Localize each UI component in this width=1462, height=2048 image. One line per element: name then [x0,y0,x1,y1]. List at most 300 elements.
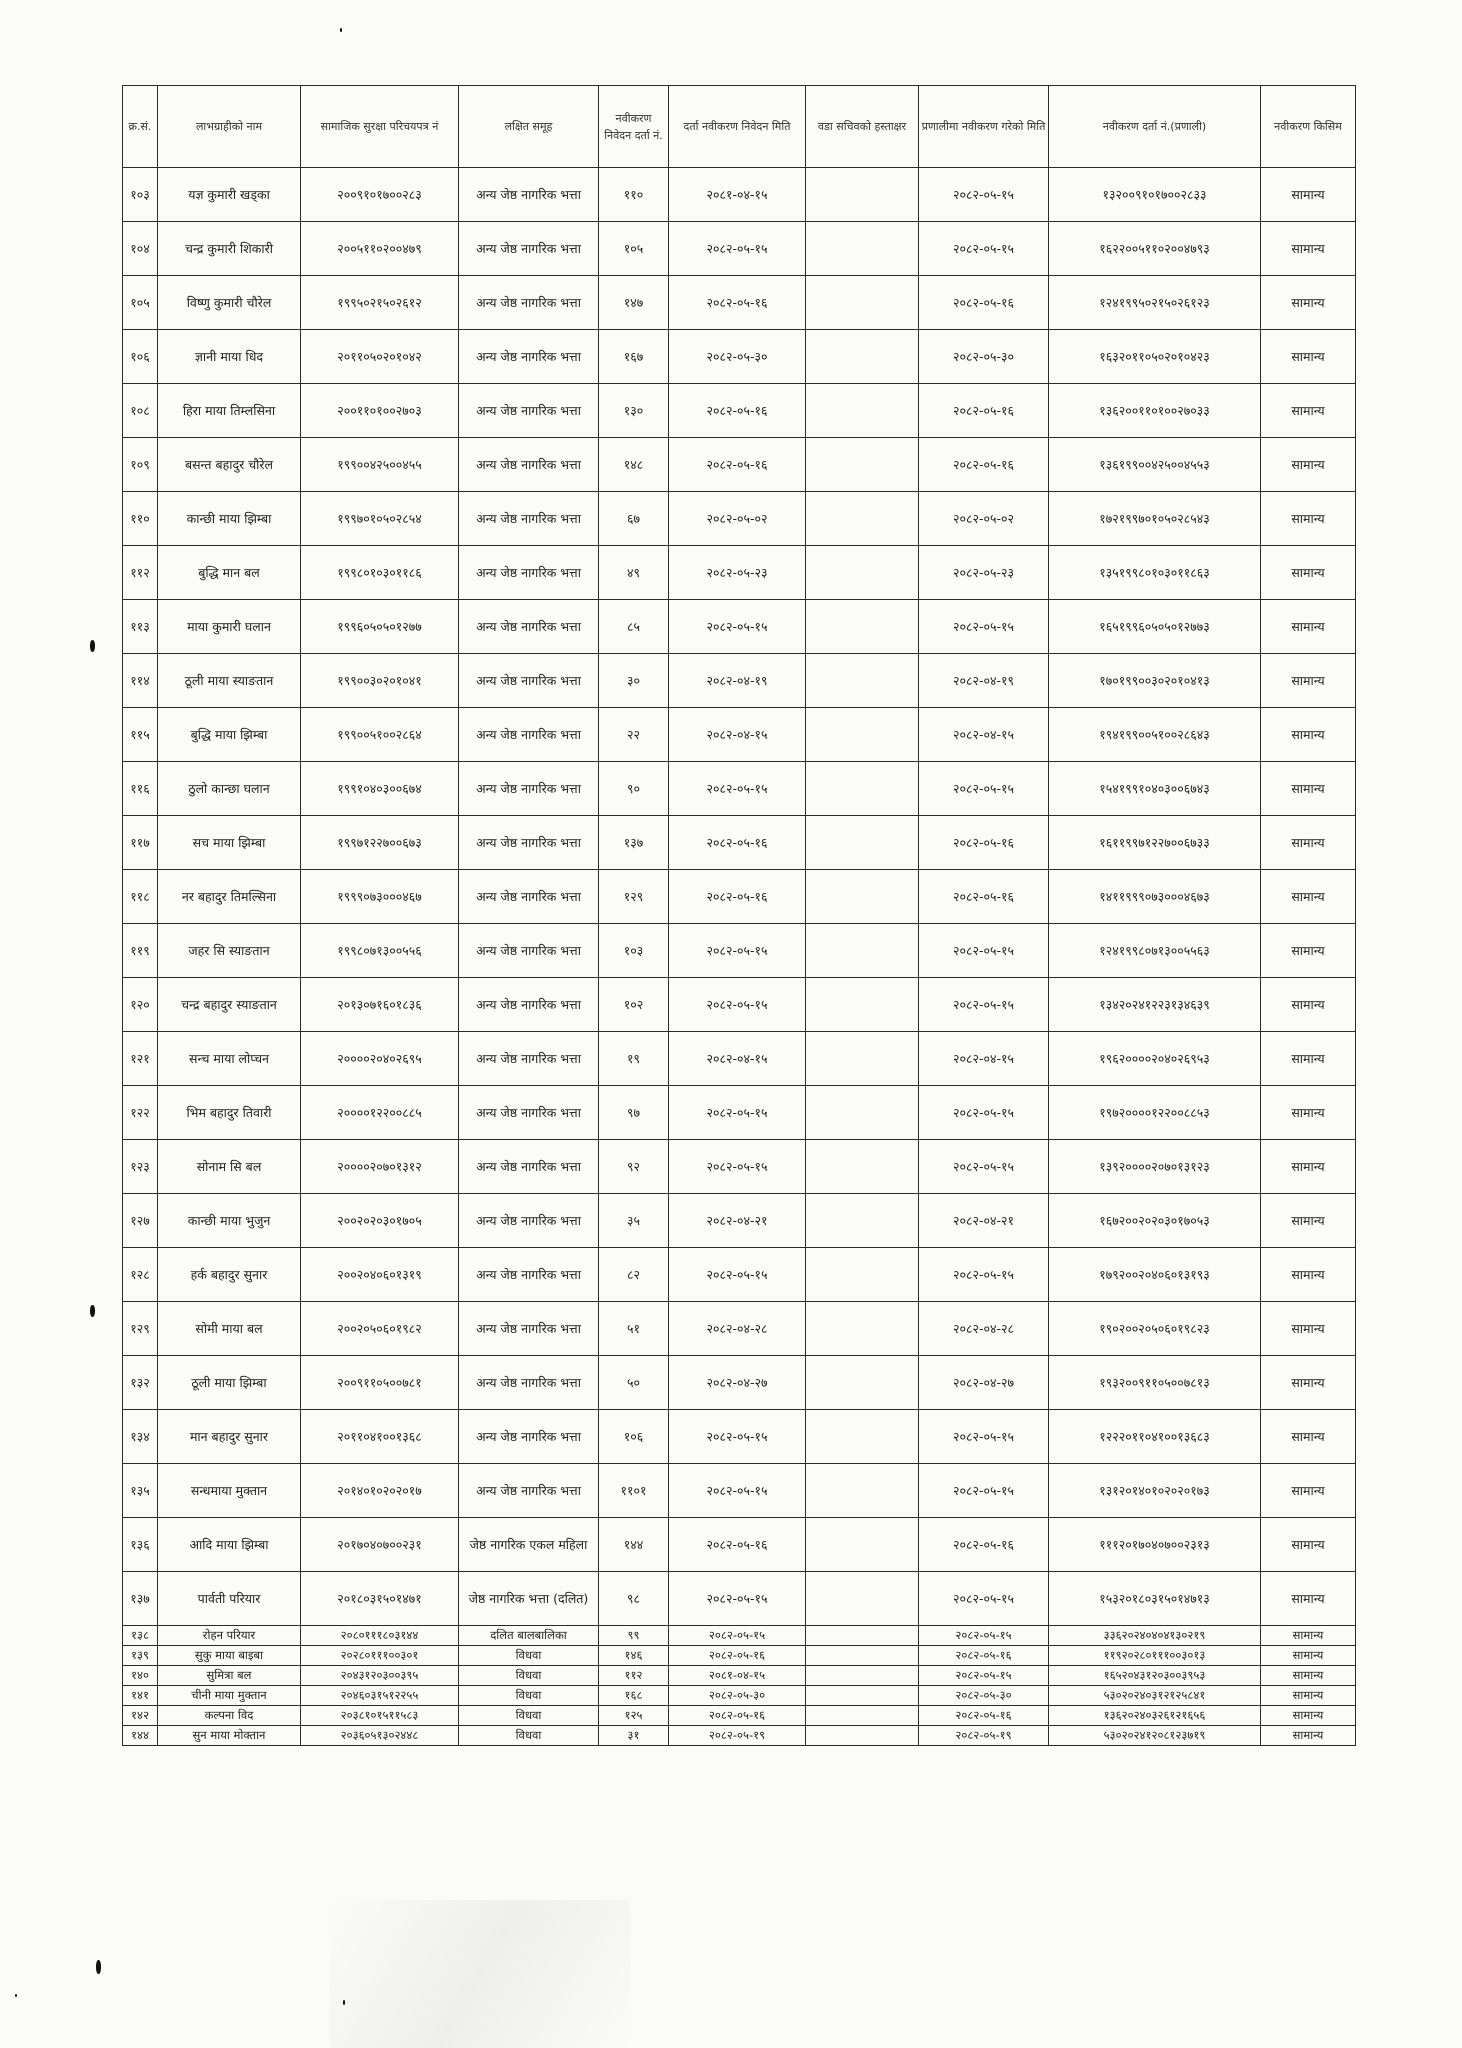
beneficiary-name-cell: पार्वती परियार [158,1572,301,1626]
application-date-cell: २०८२-०५-१६ [669,1646,806,1666]
system-renewal-date-cell: २०८२-०४-१५ [919,708,1049,762]
serial-no-cell: १३५ [123,1464,158,1518]
table-row [123,1140,1356,1194]
application-date-cell: २०८२-०५-०२ [669,492,806,546]
system-renewal-date-cell: २०८२-०५-१५ [919,222,1049,276]
renewal-type-cell: सामान्य [1261,1194,1356,1248]
system-reg-no-cell: ११९२०२८०१११००३०१३ [1049,1646,1261,1666]
application-date-cell: २०८२-०४-१५ [669,708,806,762]
social-security-id-cell: २००२०५०६०१९८२ [301,1302,459,1356]
target-group-cell: अन्य जेष्ठ नागरिक भत्ता [459,1032,599,1086]
system-renewal-date-cell: २०८२-०५-१५ [919,168,1049,222]
renewal-type-cell: सामान्य [1261,1706,1356,1726]
signature-cell [806,1302,919,1356]
serial-no-cell: १४० [123,1666,158,1686]
signature-cell [806,168,919,222]
renewal-type-cell: सामान्य [1261,762,1356,816]
social-security-id-cell: २०११०५०२०१०४२ [301,330,459,384]
system-renewal-date-cell: २०८२-०५-१५ [919,600,1049,654]
table-row [123,1032,1356,1086]
system-reg-no-cell: ३३६२०२४०४०४१३०२१९ [1049,1626,1261,1646]
renewal-type-cell: सामान्य [1261,870,1356,924]
scan-speck [340,28,342,32]
table-row [123,492,1356,546]
signature-cell [806,1646,919,1666]
target-group-cell: अन्य जेष्ठ नागरिक भत्ता [459,762,599,816]
renewal-type-cell: सामान्य [1261,1032,1356,1086]
renewal-type-cell: सामान्य [1261,1726,1356,1746]
renewal-type-cell: सामान्य [1261,168,1356,222]
signature-cell [806,1086,919,1140]
table-row [123,1302,1356,1356]
application-date-cell: २०८२-०५-१५ [669,222,806,276]
target-group-cell: अन्य जेष्ठ नागरिक भत्ता [459,978,599,1032]
social-security-id-cell: १९९६०५०५०१२७७ [301,600,459,654]
system-renewal-date-cell: २०८२-०५-१५ [919,978,1049,1032]
target-group-cell: अन्य जेष्ठ नागरिक भत्ता [459,1086,599,1140]
renewal-type-cell: सामान्य [1261,384,1356,438]
system-reg-no-cell: १३६१९९००४२५००४५५३ [1049,438,1261,492]
serial-no-cell: ११४ [123,654,158,708]
target-group-cell: अन्य जेष्ठ नागरिक भत्ता [459,1464,599,1518]
renewal-reg-no-cell: १६७ [599,330,669,384]
signature-cell [806,762,919,816]
header-renewal-application-reg-no: नवीकरण निवेदन दर्ता नं. [599,86,669,168]
application-date-cell: २०८२-०४-१९ [669,654,806,708]
signature-cell [806,546,919,600]
renewal-reg-no-cell: ४९ [599,546,669,600]
renewal-type-cell: सामान्य [1261,1518,1356,1572]
header-system-renewal-reg-no: नवीकरण दर्ता नं.(प्रणाली) [1049,86,1261,168]
application-date-cell: २०८२-०५-३० [669,330,806,384]
social-security-id-cell: २००२०४०६०१३१९ [301,1248,459,1302]
social-security-id-cell: १९९००४२५००४५५ [301,438,459,492]
signature-cell [806,1686,919,1706]
serial-no-cell: १०४ [123,222,158,276]
application-date-cell: २०८२-०५-१९ [669,1726,806,1746]
renewal-reg-no-cell: ३१ [599,1726,669,1746]
beneficiary-name-cell: हिरा माया तिम्लसिना [158,384,301,438]
renewal-type-cell: सामान्य [1261,438,1356,492]
renewal-reg-no-cell: १४७ [599,276,669,330]
beneficiary-name-cell: कल्पना विद [158,1706,301,1726]
scan-speck [96,1960,101,1974]
signature-cell [806,1356,919,1410]
system-renewal-date-cell: २०८२-०४-२७ [919,1356,1049,1410]
serial-no-cell: १३२ [123,1356,158,1410]
social-security-id-cell: २०१७०४०७००२३१ [301,1518,459,1572]
renewal-reg-no-cell: ५० [599,1356,669,1410]
beneficiary-name-cell: सोमी माया बल [158,1302,301,1356]
renewal-reg-no-cell: १६८ [599,1686,669,1706]
social-security-id-cell: २०४६०३१५१२२५५ [301,1686,459,1706]
signature-cell [806,276,919,330]
serial-no-cell: १२९ [123,1302,158,1356]
serial-no-cell: १३४ [123,1410,158,1464]
system-renewal-date-cell: २०८२-०५-३० [919,1686,1049,1706]
renewal-reg-no-cell: १४४ [599,1518,669,1572]
system-renewal-date-cell: २०८२-०५-२३ [919,546,1049,600]
renewal-reg-no-cell: ९८ [599,1572,669,1626]
system-renewal-date-cell: २०८२-०५-१६ [919,1706,1049,1726]
table-row [123,1686,1356,1706]
system-renewal-date-cell: २०८२-०५-१६ [919,438,1049,492]
social-security-id-cell: २०१३०७१६०१८३६ [301,978,459,1032]
serial-no-cell: १२० [123,978,158,1032]
application-date-cell: २०८१-०४-१५ [669,168,806,222]
social-security-id-cell: २००९११०५००७८१ [301,1356,459,1410]
renewal-type-cell: सामान्य [1261,708,1356,762]
table-row [123,1706,1356,1726]
table-row [123,168,1356,222]
system-renewal-date-cell: २०८२-०४-२८ [919,1302,1049,1356]
system-reg-no-cell: १९४१९९००५१००२८६४३ [1049,708,1261,762]
social-security-id-cell: २०३८१०१५११५८३ [301,1706,459,1726]
system-renewal-date-cell: २०८२-०५-१६ [919,1518,1049,1572]
serial-no-cell: १२१ [123,1032,158,1086]
renewal-reg-no-cell: ११० [599,168,669,222]
social-security-id-cell: २०१८०३१५०१४७१ [301,1572,459,1626]
renewal-type-cell: सामान्य [1261,1302,1356,1356]
system-renewal-date-cell: २०८२-०५-१९ [919,1726,1049,1746]
system-renewal-date-cell: २०८२-०५-१५ [919,1410,1049,1464]
table-row [123,384,1356,438]
signature-cell [806,870,919,924]
renewal-type-cell: सामान्य [1261,1666,1356,1686]
beneficiary-name-cell: जहर सि स्याङतान [158,924,301,978]
renewal-reg-no-cell: १३० [599,384,669,438]
table-row [123,816,1356,870]
system-reg-no-cell: १३२००९१०१७००२८३३ [1049,168,1261,222]
social-security-id-cell: २०३६०५१३०२४४८ [301,1726,459,1746]
system-renewal-date-cell: २०८२-०५-१५ [919,762,1049,816]
system-renewal-date-cell: २०८२-०४-२१ [919,1194,1049,1248]
serial-no-cell: ११७ [123,816,158,870]
beneficiary-name-cell: ठूली माया स्याङतान [158,654,301,708]
renewal-reg-no-cell: ९२ [599,1140,669,1194]
header-ward-secretary-signature: वडा सचिवको हस्ताक्षर [806,86,919,168]
application-date-cell: २०८२-०५-१५ [669,600,806,654]
header-social-security-id: सामाजिक सुरक्षा परिचयपत्र नं [301,86,459,168]
beneficiary-renewal-table [122,85,1356,1746]
system-renewal-date-cell: २०८२-०५-१५ [919,1626,1049,1646]
system-reg-no-cell: १९३२००९११०५००७८१३ [1049,1356,1261,1410]
renewal-type-cell: सामान्य [1261,1686,1356,1706]
renewal-reg-no-cell: १०२ [599,978,669,1032]
social-security-id-cell: २०११०४१००१३६८ [301,1410,459,1464]
social-security-id-cell: २०८०१११८०३१४४ [301,1626,459,1646]
application-date-cell: २०८२-०४-१५ [669,1032,806,1086]
serial-no-cell: १२७ [123,1194,158,1248]
beneficiary-name-cell: चन्द्र कुमारी शिकारी [158,222,301,276]
system-reg-no-cell: ५३०२०२४०३१२१२५८४१ [1049,1686,1261,1706]
beneficiary-name-cell: ठुलो कान्छा घलान [158,762,301,816]
renewal-reg-no-cell: ६७ [599,492,669,546]
system-reg-no-cell: १५३२०१८०३१५०१४७१३ [1049,1572,1261,1626]
serial-no-cell: १३८ [123,1626,158,1646]
system-reg-no-cell: १२४१९९८०७१३००५५६३ [1049,924,1261,978]
social-security-id-cell: २००९१०१७००२८३ [301,168,459,222]
system-reg-no-cell: १६७२००२०२०३०१७०५३ [1049,1194,1261,1248]
renewal-reg-no-cell: ११२ [599,1666,669,1686]
application-date-cell: २०८२-०५-१५ [669,924,806,978]
application-date-cell: २०८२-०४-२८ [669,1302,806,1356]
system-reg-no-cell: १६५१९९६०५०५०१२७७३ [1049,600,1261,654]
system-reg-no-cell: १९६२००००२०४०२६९५३ [1049,1032,1261,1086]
renewal-type-cell: सामान्य [1261,1572,1356,1626]
target-group-cell: अन्य जेष्ठ नागरिक भत्ता [459,600,599,654]
system-renewal-date-cell: २०८२-०५-१५ [919,1666,1049,1686]
system-renewal-date-cell: २०८२-०५-१५ [919,1572,1049,1626]
application-date-cell: २०८२-०५-१६ [669,816,806,870]
renewal-type-cell: सामान्य [1261,816,1356,870]
application-date-cell: २०८२-०५-१६ [669,870,806,924]
renewal-reg-no-cell: ३० [599,654,669,708]
renewal-reg-no-cell: ५१ [599,1302,669,1356]
system-renewal-date-cell: २०८२-०५-१६ [919,1646,1049,1666]
signature-cell [806,708,919,762]
system-reg-no-cell: ५३०२०२४१२०८१२३७१९ [1049,1726,1261,1746]
beneficiary-name-cell: माया कुमारी घलान [158,600,301,654]
renewal-reg-no-cell: ९० [599,762,669,816]
beneficiary-name-cell: यज्ञ कुमारी खड्का [158,168,301,222]
target-group-cell: अन्य जेष्ठ नागरिक भत्ता [459,384,599,438]
serial-no-cell: १३९ [123,1646,158,1666]
beneficiary-name-cell: चन्द्र बहादुर स्याङतान [158,978,301,1032]
renewal-type-cell: सामान्य [1261,924,1356,978]
application-date-cell: २०८२-०५-१५ [669,1572,806,1626]
beneficiary-name-cell: सच माया झिम्बा [158,816,301,870]
beneficiary-name-cell: सुकु माया बाइबा [158,1646,301,1666]
social-security-id-cell: १९९००३०२०१०४१ [301,654,459,708]
table-row [123,1646,1356,1666]
system-renewal-date-cell: २०८२-०५-१५ [919,1464,1049,1518]
target-group-cell: विधवा [459,1666,599,1686]
social-security-id-cell: १९९८०१०३०११८६ [301,546,459,600]
signature-cell [806,1726,919,1746]
target-group-cell: अन्य जेष्ठ नागरिक भत्ता [459,708,599,762]
table-row [123,1194,1356,1248]
serial-no-cell: १०९ [123,438,158,492]
renewal-type-cell: सामान्य [1261,1646,1356,1666]
system-reg-no-cell: १९७२००००१२२००८८५३ [1049,1086,1261,1140]
signature-cell [806,1518,919,1572]
beneficiary-name-cell: मान बहादुर सुनार [158,1410,301,1464]
serial-no-cell: १२३ [123,1140,158,1194]
signature-cell [806,924,919,978]
system-reg-no-cell: १३५१९९८०१०३०११८६३ [1049,546,1261,600]
signature-cell [806,1248,919,1302]
scan-speck [90,640,95,652]
scan-speck [343,2000,345,2005]
application-date-cell: २०८२-०५-१६ [669,384,806,438]
serial-no-cell: १४१ [123,1686,158,1706]
table-row [123,546,1356,600]
renewal-reg-no-cell: १३७ [599,816,669,870]
renewal-type-cell: सामान्य [1261,330,1356,384]
system-reg-no-cell: १७९२००२०४०६०१३१९३ [1049,1248,1261,1302]
renewal-reg-no-cell: १०३ [599,924,669,978]
renewal-reg-no-cell: ८५ [599,600,669,654]
target-group-cell: अन्य जेष्ठ नागरिक भत्ता [459,222,599,276]
renewal-reg-no-cell: ११०१ [599,1464,669,1518]
signature-cell [806,654,919,708]
beneficiary-name-cell: नर बहादुर तिमल्सिना [158,870,301,924]
beneficiary-name-cell: चीनी माया मुक्तान [158,1686,301,1706]
system-reg-no-cell: १६११९९७१२२७००६७३३ [1049,816,1261,870]
beneficiary-name-cell: आदि माया झिम्बा [158,1518,301,1572]
application-date-cell: २०८२-०५-१५ [669,762,806,816]
table-row [123,708,1356,762]
target-group-cell: अन्य जेष्ठ नागरिक भत्ता [459,924,599,978]
system-reg-no-cell: १७०१९९००३०२०१०४१३ [1049,654,1261,708]
target-group-cell: अन्य जेष्ठ नागरिक भत्ता [459,654,599,708]
application-date-cell: २०८२-०५-३० [669,1686,806,1706]
social-security-id-cell: २००५११०२००४७९ [301,222,459,276]
beneficiary-name-cell: सोनाम सि बल [158,1140,301,1194]
serial-no-cell: ११३ [123,600,158,654]
renewal-type-cell: सामान्य [1261,600,1356,654]
serial-no-cell: १४४ [123,1726,158,1746]
header-system-renewal-date: प्रणालीमा नवीकरण गरेको मिति [919,86,1049,168]
table-row [123,978,1356,1032]
renewal-type-cell: सामान्य [1261,1140,1356,1194]
system-renewal-date-cell: २०८२-०५-१५ [919,1140,1049,1194]
application-date-cell: २०८२-०५-१५ [669,1626,806,1646]
social-security-id-cell: १९९७१२२७००६७३ [301,816,459,870]
signature-cell [806,1410,919,1464]
application-date-cell: २०८२-०५-१५ [669,1140,806,1194]
beneficiary-name-cell: विष्णु कुमारी चौरेल [158,276,301,330]
renewal-type-cell: सामान्य [1261,276,1356,330]
renewal-reg-no-cell: १४८ [599,438,669,492]
beneficiary-name-cell: हर्क बहादुर सुनार [158,1248,301,1302]
application-date-cell: २०८२-०४-२१ [669,1194,806,1248]
target-group-cell: अन्य जेष्ठ नागरिक भत्ता [459,1194,599,1248]
serial-no-cell: ११८ [123,870,158,924]
application-date-cell: २०८२-०५-१६ [669,1706,806,1726]
target-group-cell: अन्य जेष्ठ नागरिक भत्ता [459,546,599,600]
serial-no-cell: १४२ [123,1706,158,1726]
application-date-cell: २०८१-०४-१५ [669,1666,806,1686]
social-security-id-cell: १९९९०७३०००४६७ [301,870,459,924]
social-security-id-cell: १९९७०१०५०२८५४ [301,492,459,546]
target-group-cell: अन्य जेष्ठ नागरिक भत्ता [459,870,599,924]
system-renewal-date-cell: २०८२-०५-१६ [919,816,1049,870]
table-row [123,1356,1356,1410]
target-group-cell: अन्य जेष्ठ नागरिक भत्ता [459,276,599,330]
header-beneficiary-name: लाभग्राहीको नाम [158,86,301,168]
signature-cell [806,1464,919,1518]
social-security-id-cell: १९९१०४०३००६७४ [301,762,459,816]
system-renewal-date-cell: २०८२-०५-१६ [919,384,1049,438]
target-group-cell: विधवा [459,1706,599,1726]
signature-cell [806,222,919,276]
beneficiary-name-cell: रोहन परियार [158,1626,301,1646]
system-renewal-date-cell: २०८२-०५-१५ [919,1086,1049,1140]
system-reg-no-cell: १२४१९९५०२१५०२६१२३ [1049,276,1261,330]
system-renewal-date-cell: २०८२-०४-१९ [919,654,1049,708]
table-row [123,762,1356,816]
application-date-cell: २०८२-०४-२७ [669,1356,806,1410]
signature-cell [806,1032,919,1086]
renewal-reg-no-cell: १०५ [599,222,669,276]
beneficiary-name-cell: ठूली माया झिम्बा [158,1356,301,1410]
serial-no-cell: ११६ [123,762,158,816]
signature-cell [806,1140,919,1194]
target-group-cell: जेष्ठ नागरिक एकल महिला [459,1518,599,1572]
signature-cell [806,384,919,438]
table-row [123,1518,1356,1572]
application-date-cell: २०८२-०५-१६ [669,276,806,330]
table-row [123,600,1356,654]
signature-cell [806,1626,919,1646]
system-reg-no-cell: १६२२००५११०२००४७९३ [1049,222,1261,276]
scan-speck [15,1994,17,1997]
beneficiary-name-cell: सुन माया मोक्तान [158,1726,301,1746]
scan-shadow [330,1900,630,2048]
table-row [123,1410,1356,1464]
social-security-id-cell: २००२०२०३०१७०५ [301,1194,459,1248]
target-group-cell: विधवा [459,1686,599,1706]
table-row [123,870,1356,924]
target-group-cell: अन्य जेष्ठ नागरिक भत्ता [459,330,599,384]
renewal-type-cell: सामान्य [1261,1464,1356,1518]
system-reg-no-cell: १५४१९९१०४०३००६७४३ [1049,762,1261,816]
system-reg-no-cell: १३४२०२४१२२३१३४६३९ [1049,978,1261,1032]
table-row [123,438,1356,492]
table-row [123,1572,1356,1626]
table-row [123,1726,1356,1746]
serial-no-cell: १२२ [123,1086,158,1140]
system-reg-no-cell: १३६२०२४०३२६१२१६५६ [1049,1706,1261,1726]
header-renewal-type: नवीकरण किसिम [1261,86,1356,168]
header-serial-no: क्र.सं. [123,86,158,168]
serial-no-cell: ११९ [123,924,158,978]
system-reg-no-cell: १६३२०११०५०२०१०४२३ [1049,330,1261,384]
social-security-id-cell: २०४३१२०३००३९५ [301,1666,459,1686]
renewal-reg-no-cell: १२९ [599,870,669,924]
beneficiary-name-cell: सन्धमाया मुक्तान [158,1464,301,1518]
beneficiary-name-cell: सुमित्रा बल [158,1666,301,1686]
serial-no-cell: १२८ [123,1248,158,1302]
beneficiary-name-cell: कान्छी माया भुजुन [158,1194,301,1248]
social-security-id-cell: १९९८०७१३००५५६ [301,924,459,978]
beneficiary-name-cell: बुद्धि मान बल [158,546,301,600]
system-reg-no-cell: १११२०१७०४०७००२३१३ [1049,1518,1261,1572]
renewal-type-cell: सामान्य [1261,492,1356,546]
target-group-cell: अन्य जेष्ठ नागरिक भत्ता [459,1140,599,1194]
target-group-cell: अन्य जेष्ठ नागरिक भत्ता [459,1302,599,1356]
beneficiary-name-cell: कान्छी माया झिम्बा [158,492,301,546]
serial-no-cell: ११२ [123,546,158,600]
target-group-cell: अन्य जेष्ठ नागरिक भत्ता [459,1248,599,1302]
application-date-cell: २०८२-०५-२३ [669,546,806,600]
renewal-type-cell: सामान्य [1261,546,1356,600]
signature-cell [806,978,919,1032]
system-reg-no-cell: १६५२०४३१२०३००३९५३ [1049,1666,1261,1686]
renewal-reg-no-cell: ९९ [599,1626,669,1646]
renewal-type-cell: सामान्य [1261,1356,1356,1410]
serial-no-cell: १०५ [123,276,158,330]
serial-no-cell: ११५ [123,708,158,762]
renewal-type-cell: सामान्य [1261,222,1356,276]
serial-no-cell: १०८ [123,384,158,438]
system-renewal-date-cell: २०८२-०४-१५ [919,1032,1049,1086]
target-group-cell: विधवा [459,1726,599,1746]
social-security-id-cell: १९९००५१००२८६४ [301,708,459,762]
signature-cell [806,330,919,384]
